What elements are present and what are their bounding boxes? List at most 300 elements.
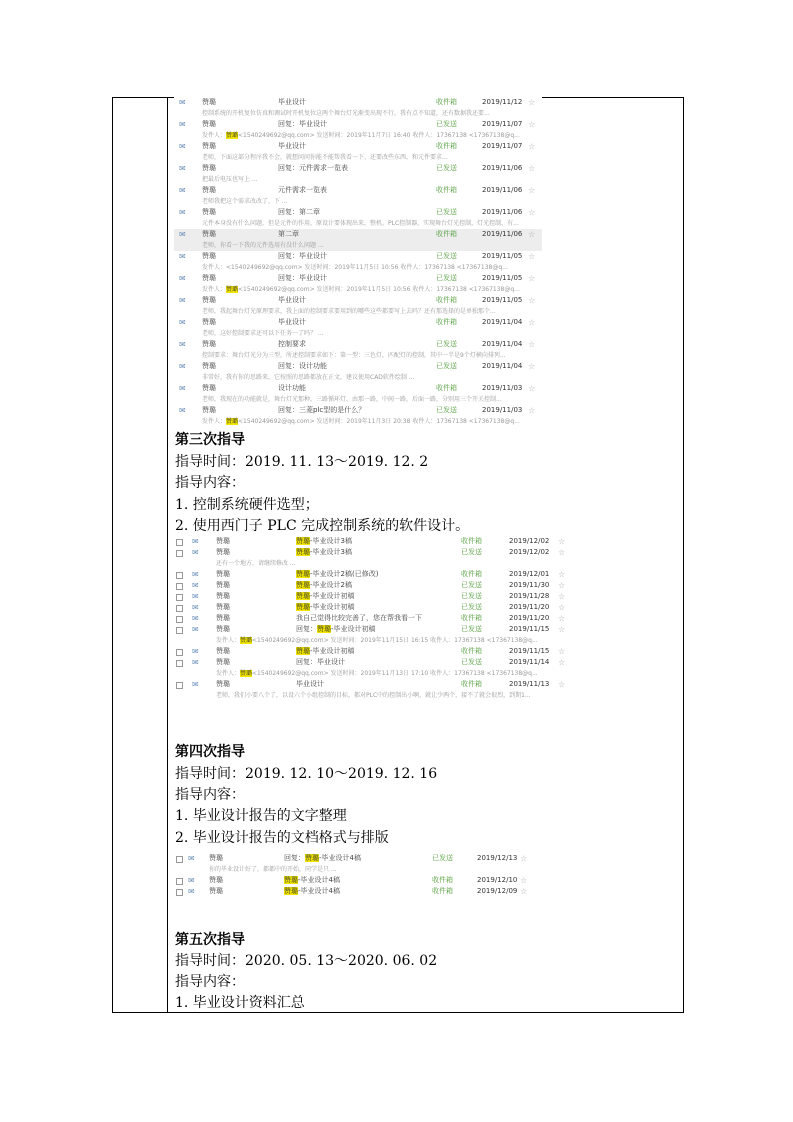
subject-prefix: 回复：	[284, 854, 305, 862]
mail-row-preview	[174, 328, 542, 339]
subject-text: 元件需求一览表	[278, 186, 327, 194]
subject-cell[interactable]	[296, 547, 456, 558]
date-label: 2019/12/02	[509, 537, 550, 545]
sender-name: 赞璐	[209, 854, 223, 862]
star-icon[interactable]: ☆	[558, 614, 566, 623]
star-icon[interactable]: ☆	[558, 680, 566, 689]
section3-time: 指导时间：2019. 11. 13～2019. 12. 2	[175, 454, 429, 470]
mail-read-icon: ✉	[179, 186, 186, 195]
subject-cell[interactable]	[296, 580, 456, 591]
preview-text	[202, 218, 519, 229]
subject-text: 回复：元件需求一览表	[278, 164, 348, 172]
date-label: 2019/11/03	[482, 384, 523, 392]
mail-row[interactable]	[174, 317, 542, 328]
date-label: 2019/11/20	[509, 603, 550, 611]
mail-read-icon: ✉	[179, 296, 186, 305]
subject-name-highlight: 赞璐	[296, 537, 310, 545]
preview-body: 老师，这好控制要求还可以下任务一了吗？ ...	[202, 330, 324, 337]
mail-row[interactable]	[174, 613, 568, 624]
subject-name-highlight: 赞璐	[296, 647, 310, 655]
folder-label: 收件箱	[436, 318, 457, 326]
mail-row[interactable]	[174, 536, 568, 547]
mail-read-icon: ✉	[192, 680, 199, 689]
folder-label: 已发送	[461, 592, 482, 600]
subject-text: -毕业设计4稿	[298, 876, 340, 884]
subject-cell[interactable]	[278, 273, 428, 284]
preview-body: 非常好，我有你的思路来，它按照的思路都放在正文，建议使用CAD软件绘制 ...	[202, 374, 415, 381]
mail-row[interactable]	[174, 339, 542, 350]
preview-text	[216, 690, 531, 701]
mail-row[interactable]	[174, 273, 542, 284]
preview-prefix: 发件人：	[202, 286, 227, 293]
row-checkbox[interactable]	[176, 550, 183, 557]
date-label: 2019/11/05	[482, 274, 523, 282]
sender-name: 赞璐	[216, 537, 230, 545]
subject-text: -毕业设计4稿	[319, 854, 361, 862]
envelope-icon: ✉	[179, 406, 186, 415]
subject-text: -毕业设计2稿(已修改)	[310, 570, 379, 578]
preview-text	[202, 240, 324, 251]
subject-cell[interactable]	[278, 295, 428, 306]
date-label: 2019/11/06	[482, 164, 523, 172]
folder-label: 已发送	[436, 252, 457, 260]
preview-text	[216, 635, 538, 646]
mail-row-preview	[174, 416, 542, 425]
section3-content-label: 指导内容：	[175, 475, 245, 491]
date-label: 2019/11/15	[509, 625, 550, 633]
subject-name-highlight: 赞璐	[296, 603, 310, 611]
subject-cell[interactable]	[278, 383, 428, 394]
sender-name: 赞璐	[202, 318, 216, 326]
mail-row-preview	[174, 152, 542, 163]
subject-text: 毕业设计	[278, 98, 306, 106]
folder-label: 已发送	[432, 854, 453, 862]
date-label: 2019/12/02	[509, 548, 550, 556]
star-icon[interactable]: ☆	[558, 647, 566, 656]
sender-name: 赞璐	[202, 384, 216, 392]
date-label: 2019/11/04	[482, 318, 523, 326]
subject-text: 毕业设计	[278, 318, 306, 326]
preview-name-highlight: 赞璐	[226, 286, 239, 293]
sender-name: 赞璐	[216, 625, 230, 633]
subject-cell[interactable]	[278, 141, 428, 152]
sender-name: 赞璐	[216, 592, 230, 600]
mail-row[interactable]	[174, 207, 542, 218]
subject-cell[interactable]	[278, 339, 428, 350]
sender-name: 赞璐	[202, 164, 216, 172]
preview-text	[202, 306, 496, 317]
star-icon[interactable]: ☆	[558, 570, 566, 579]
preview-body: <1540249692@qq.com> 发送时间：2019年11月7日 16:40 收件人：17367138 <17367138@q...	[238, 132, 520, 139]
preview-text	[202, 284, 520, 295]
preview-text	[202, 108, 490, 119]
mail-read-icon: ✉	[192, 592, 199, 601]
mail-read-icon: ✉	[192, 603, 199, 612]
subject-cell[interactable]	[296, 591, 456, 602]
sender-name: 赞璐	[202, 274, 216, 282]
subject-cell[interactable]	[278, 229, 428, 240]
row-checkbox[interactable]	[176, 594, 183, 601]
star-icon[interactable]: ☆	[558, 581, 566, 590]
folder-label: 收件箱	[461, 570, 482, 578]
star-icon[interactable]: ☆	[528, 384, 536, 393]
mail-row[interactable]	[174, 229, 542, 240]
star-icon[interactable]: ☆	[528, 340, 536, 349]
folder-label: 已发送	[436, 362, 457, 370]
sender-name: 赞璐	[216, 658, 230, 666]
row-checkbox[interactable]	[176, 605, 183, 612]
preview-body: <1540249692@qq.com> 发送时间：2019年11月13日 17:10 收件人：17367138 <17367138@q...	[252, 670, 538, 677]
star-icon[interactable]: ☆	[528, 274, 536, 283]
subject-text: -毕业设计初稿	[310, 592, 355, 600]
star-icon[interactable]: ☆	[520, 876, 528, 885]
sender-name: 赞璐	[209, 887, 223, 895]
date-label: 2019/11/15	[509, 647, 550, 655]
envelope-icon: ✉	[179, 340, 186, 349]
sender-name: 赞璐	[216, 647, 230, 655]
star-icon[interactable]: ☆	[528, 406, 536, 415]
sender-name: 赞璐	[216, 603, 230, 611]
sender-name: 赞璐	[202, 142, 216, 150]
subject-cell[interactable]	[296, 679, 456, 690]
mail-row[interactable]	[174, 163, 542, 174]
mail-row[interactable]	[174, 295, 542, 306]
mail-row[interactable]	[174, 251, 542, 262]
mail-row[interactable]	[174, 580, 568, 591]
star-icon[interactable]: ☆	[520, 887, 528, 896]
subject-text: 回复：毕业设计	[278, 120, 327, 128]
star-icon[interactable]: ☆	[528, 186, 536, 195]
subject-text: -毕业设计3稿	[310, 537, 352, 545]
mail-read-icon: ✉	[179, 230, 186, 239]
subject-prefix: 回复：	[296, 625, 317, 633]
subject-cell[interactable]	[296, 536, 456, 547]
section3-item-2: 2. 使用西门子 PLC 完成控制系统的软件设计。	[175, 518, 470, 534]
date-label: 2019/11/07	[482, 120, 523, 128]
date-label: 2019/11/12	[482, 98, 523, 106]
preview-body: 还有一个地方，请继续修改 ...	[216, 560, 296, 567]
sender-name: 赞璐	[216, 548, 230, 556]
subject-cell[interactable]	[278, 361, 428, 372]
folder-label: 已发送	[461, 548, 482, 556]
mail-row[interactable]	[174, 602, 568, 613]
preview-text	[216, 668, 538, 679]
sender-name: 赞璐	[202, 406, 216, 414]
star-icon[interactable]: ☆	[558, 548, 566, 557]
folder-label: 收件箱	[461, 647, 482, 655]
mail-row-preview	[174, 262, 542, 273]
row-checkbox[interactable]	[176, 627, 183, 634]
star-icon[interactable]: ☆	[528, 252, 536, 261]
subject-name-highlight: 赞璐	[284, 876, 298, 884]
row-checkbox[interactable]	[176, 539, 183, 546]
subject-cell[interactable]	[278, 251, 428, 262]
mail-read-icon: ✉	[192, 625, 199, 634]
date-label: 2019/11/13	[509, 680, 550, 688]
section5-title: 第五次指导	[175, 932, 245, 948]
sender-name: 赞璐	[209, 876, 223, 884]
star-icon[interactable]: ☆	[528, 208, 536, 217]
subject-cell[interactable]	[296, 613, 456, 624]
mail-read-icon: ✉	[192, 548, 199, 557]
preview-text	[202, 350, 506, 361]
sender-name: 赞璐	[202, 296, 216, 304]
mail-read-icon: ✉	[188, 887, 195, 896]
preview-text	[209, 864, 337, 875]
mail-row[interactable]	[174, 875, 530, 886]
mail-read-icon: ✉	[192, 658, 199, 667]
star-icon[interactable]: ☆	[528, 98, 536, 107]
mail-row-preview	[174, 394, 542, 405]
preview-body: 元件本身没有什么问题，但是元件的作用，原设计要体现出来，整机，PLC控制器，实现舞台灯光控制，灯光控制，有...	[202, 220, 519, 227]
envelope-icon: ✉	[179, 362, 186, 371]
subject-name-highlight: 赞璐	[296, 548, 310, 556]
star-icon[interactable]: ☆	[528, 362, 536, 371]
subject-text: 我自己觉得比较完善了，您在帮我看一下	[296, 614, 422, 622]
subject-cell[interactable]	[278, 207, 428, 218]
subject-text: -毕业设计3稿	[310, 548, 352, 556]
row-checkbox[interactable]	[176, 682, 183, 689]
mail-row-preview	[174, 690, 568, 701]
subject-cell[interactable]	[296, 624, 456, 635]
mail-row-preview	[174, 240, 542, 251]
preview-prefix: 发件人：	[216, 637, 241, 644]
star-icon[interactable]: ☆	[558, 592, 566, 601]
date-label: 2019/11/06	[482, 208, 523, 216]
mail-row[interactable]	[174, 569, 568, 580]
mail-row[interactable]	[174, 886, 530, 897]
folder-label: 已发送	[436, 340, 457, 348]
section4-item-2: 2. 毕业设计报告的文档格式与排版	[175, 830, 389, 846]
row-checkbox[interactable]	[176, 878, 183, 885]
mail-row[interactable]	[174, 547, 568, 558]
preview-prefix: 发件人：	[202, 264, 227, 271]
mail-row-preview	[174, 864, 530, 875]
subject-cell[interactable]	[296, 602, 456, 613]
sender-name: 赞璐	[202, 98, 216, 106]
mail-row-preview	[174, 350, 542, 361]
preview-body: 把最后电压也写上 ...	[202, 176, 258, 183]
mail-row[interactable]	[174, 657, 568, 668]
section4-time: 指导时间：2019. 12. 10～2019. 12. 16	[175, 766, 438, 782]
star-icon[interactable]: ☆	[528, 230, 536, 239]
sender-name: 赞璐	[202, 208, 216, 216]
subject-cell[interactable]	[278, 119, 428, 130]
row-checkbox[interactable]	[176, 889, 183, 896]
envelope-icon: ✉	[179, 208, 186, 217]
subject-name-highlight: 赞璐	[284, 887, 298, 895]
section4-content-label: 指导内容：	[175, 787, 245, 803]
subject-name-highlight: 赞璐	[296, 581, 310, 589]
subject-cell[interactable]	[278, 163, 428, 174]
folder-label: 收件箱	[432, 887, 453, 895]
star-icon[interactable]: ☆	[528, 296, 536, 305]
mail-row-preview	[174, 306, 542, 317]
mail-read-icon: ✉	[192, 614, 199, 623]
mail-row[interactable]	[174, 97, 542, 108]
sender-name: 赞璐	[202, 340, 216, 348]
subject-text: 回复：第二章	[278, 208, 320, 216]
row-checkbox[interactable]	[176, 616, 183, 623]
date-label: 2019/11/04	[482, 362, 523, 370]
star-icon[interactable]: ☆	[558, 537, 566, 546]
preview-text	[202, 262, 508, 273]
subject-text: -毕业设计初稿	[310, 603, 355, 611]
mail-row[interactable]	[174, 591, 568, 602]
mail-read-icon: ✉	[188, 876, 195, 885]
folder-label: 已发送	[436, 274, 457, 282]
section4-item-1: 1. 毕业设计报告的文字整理	[175, 808, 347, 824]
folder-label: 已发送	[461, 603, 482, 611]
star-icon[interactable]: ☆	[558, 625, 566, 634]
subject-text: 毕业设计	[278, 296, 306, 304]
subject-cell[interactable]	[296, 569, 456, 580]
mail-row-preview	[174, 635, 568, 646]
folder-label: 收件箱	[436, 142, 457, 150]
mail-row-preview	[174, 668, 568, 679]
sender-name: 赞璐	[202, 230, 216, 238]
mail-read-icon: ✉	[179, 98, 186, 107]
folder-label: 收件箱	[436, 186, 457, 194]
mail-row[interactable]	[174, 119, 542, 130]
star-icon[interactable]: ☆	[558, 658, 566, 667]
sender-name: 赞璐	[216, 570, 230, 578]
preview-body: 你的毕业设计好了，都都中的开始，同学是只 ...	[209, 866, 337, 873]
preview-text	[202, 196, 288, 207]
subject-text: -毕业设计初稿	[310, 647, 355, 655]
section5-time: 指导时间：2020. 05. 13～2020. 06. 02	[175, 953, 438, 969]
subject-cell[interactable]	[278, 317, 428, 328]
envelope-icon: ✉	[179, 164, 186, 173]
preview-text	[202, 328, 324, 339]
folder-label: 收件箱	[461, 614, 482, 622]
subject-text: -毕业设计4稿	[298, 887, 340, 895]
date-label: 2019/11/04	[482, 340, 523, 348]
subject-cell[interactable]	[278, 185, 428, 196]
folder-label: 已发送	[436, 120, 457, 128]
preview-text	[202, 174, 258, 185]
mail-read-icon: ✉	[192, 570, 199, 579]
mail-list-screenshot-2	[174, 536, 568, 718]
mail-row[interactable]	[174, 624, 568, 635]
preview-body: <1540249692@qq.com> 发送时间：2019年11月3日 20:38 收件人：17367138 <17367138@q...	[238, 418, 520, 425]
date-label: 2019/11/06	[482, 230, 523, 238]
subject-cell[interactable]	[278, 405, 428, 416]
subject-cell[interactable]	[284, 853, 424, 864]
section5-content-label: 指导内容：	[175, 974, 245, 990]
mail-read-icon: ✉	[192, 537, 199, 546]
date-label: 2019/11/06	[482, 186, 523, 194]
preview-name-highlight: 赞璐	[226, 132, 239, 139]
mail-list-screenshot-3	[174, 853, 530, 901]
star-icon[interactable]: ☆	[528, 120, 536, 129]
mail-row-preview	[174, 108, 542, 119]
star-icon[interactable]: ☆	[528, 318, 536, 327]
preview-text	[216, 558, 296, 569]
row-checkbox[interactable]	[176, 649, 183, 656]
date-label: 2019/12/13	[477, 854, 518, 862]
preview-body: 控制要求：舞台灯光分为三型，所述控制要求如下：第一型：三色灯，匹配灯的控制，其中一半是9个灯横向排列...	[202, 352, 506, 359]
sender-name: 赞璐	[216, 680, 230, 688]
mail-row[interactable]	[174, 185, 542, 196]
star-icon[interactable]: ☆	[528, 142, 536, 151]
mail-row-preview	[174, 558, 568, 569]
subject-text: -毕业设计初稿	[331, 625, 376, 633]
mail-row[interactable]	[174, 646, 568, 657]
section3-title: 第三次指导	[175, 432, 245, 448]
folder-label: 已发送	[461, 581, 482, 589]
preview-text	[202, 152, 448, 163]
table-column-divider	[167, 97, 168, 1013]
date-label: 2019/11/28	[509, 592, 550, 600]
subject-cell[interactable]	[284, 886, 424, 897]
subject-name-highlight: 赞璐	[305, 854, 319, 862]
date-label: 2019/11/20	[509, 614, 550, 622]
mail-read-icon: ✉	[179, 142, 186, 151]
mail-row[interactable]	[174, 361, 542, 372]
date-label: 2019/12/10	[477, 876, 518, 884]
preview-body: 老师，我现在的功能就是，舞台灯光那种，三路循环灯，由那一路，中间一路，后面一路，分别用三个开关控制...	[202, 396, 502, 403]
subject-name-highlight: 赞璐	[296, 592, 310, 600]
folder-label: 收件箱	[436, 230, 457, 238]
star-icon[interactable]: ☆	[528, 164, 536, 173]
subject-name-highlight: 赞璐	[317, 625, 331, 633]
subject-text: 毕业设计	[296, 680, 324, 688]
subject-cell[interactable]	[296, 646, 456, 657]
row-checkbox[interactable]	[176, 572, 183, 579]
preview-name-highlight: 赞璐	[240, 670, 253, 677]
mail-row[interactable]	[174, 383, 542, 394]
subject-text: 回复：三菱plc型的是什么？	[278, 406, 366, 414]
row-checkbox[interactable]	[176, 660, 183, 667]
folder-label: 已发送	[461, 625, 482, 633]
section4-title: 第四次指导	[175, 744, 245, 760]
sender-name: 赞璐	[202, 186, 216, 194]
envelope-icon: ✉	[179, 274, 186, 283]
preview-prefix: 发件人：	[202, 132, 227, 139]
row-checkbox[interactable]	[176, 856, 183, 863]
mail-row[interactable]	[174, 405, 542, 416]
preview-body: 控制系统的开机复位仿真和调试时开机复位这两个舞台灯光渐变出现不行，我有点不知道，还有数据我还要...	[202, 110, 490, 117]
row-checkbox[interactable]	[176, 583, 183, 590]
date-label: 2019/11/05	[482, 296, 523, 304]
star-icon[interactable]: ☆	[520, 854, 528, 863]
star-icon[interactable]: ☆	[558, 603, 566, 612]
subject-cell[interactable]	[296, 657, 456, 668]
folder-label: 已发送	[436, 406, 457, 414]
envelope-icon: ✉	[179, 252, 186, 261]
subject-text: 回复：毕业设计	[278, 274, 327, 282]
date-label: 2019/11/30	[509, 581, 550, 589]
preview-body: 老师，我起舞台灯光原理要求，我上面的控制要求要用到的哪些这些都要写上去吗？还有那选择的是单独那个...	[202, 308, 496, 315]
preview-text	[202, 394, 502, 405]
preview-body: 老师，我们小要八个了，以设六个小组控制的目标，都对PLC中的控制出小啊，就让少两个，接不了就会很烈，到期1...	[216, 692, 531, 699]
preview-prefix: 发件人：	[216, 670, 241, 677]
mail-read-icon: ✉	[192, 647, 199, 656]
preview-body: <1540249692@qq.com> 发送时间：2019年11月5日 10:56 收件人：17367138 <17367138@q...	[226, 264, 508, 271]
mail-read-icon: ✉	[192, 581, 199, 590]
mail-row-preview	[174, 174, 542, 185]
mail-row[interactable]	[174, 679, 568, 690]
subject-cell[interactable]	[278, 97, 428, 108]
subject-cell[interactable]	[284, 875, 424, 886]
preview-body: 老师我把这个需求改改了，下 ...	[202, 198, 288, 205]
section5-item-1: 1. 毕业设计资料汇总	[175, 995, 305, 1011]
mail-row[interactable]	[174, 141, 542, 152]
folder-label: 收件箱	[436, 296, 457, 304]
mail-row[interactable]	[174, 853, 530, 864]
folder-label: 已发送	[436, 164, 457, 172]
